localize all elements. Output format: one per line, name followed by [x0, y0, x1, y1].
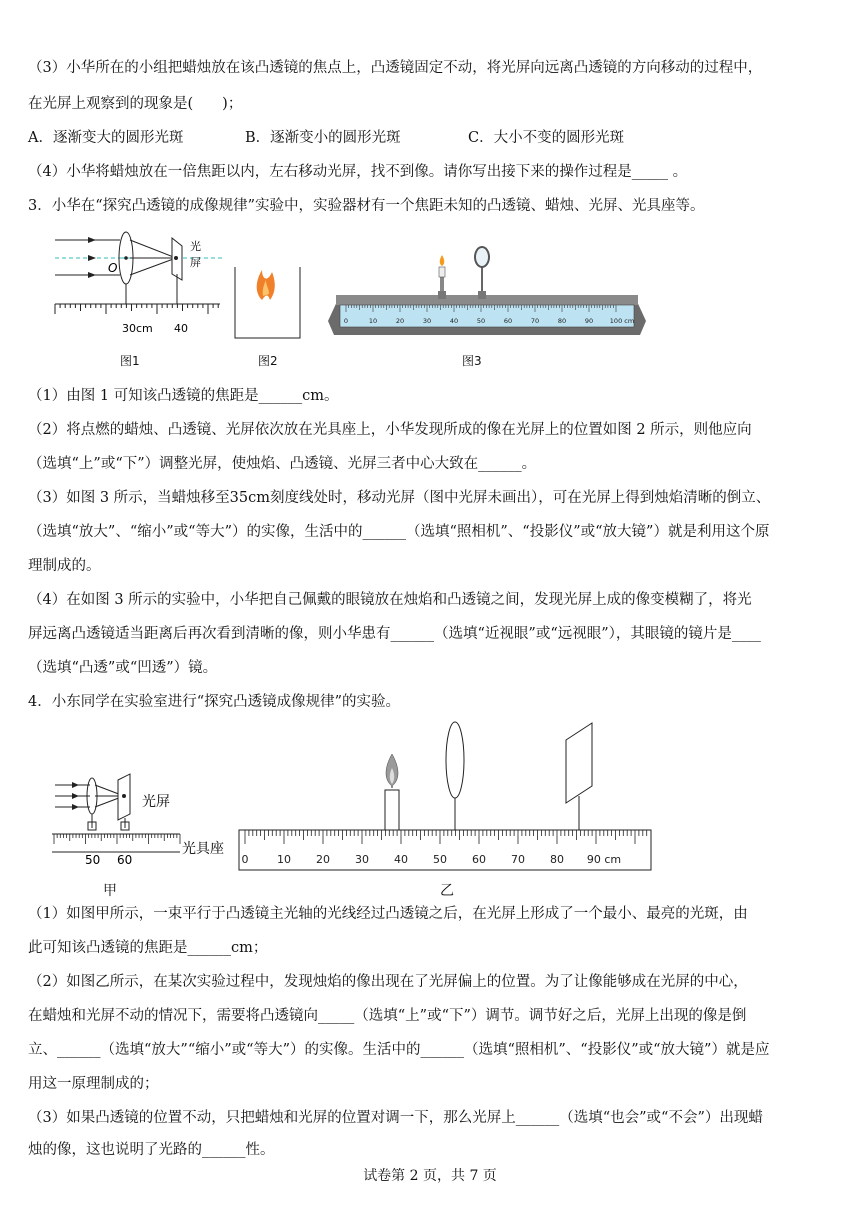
jia-caption: 甲	[103, 883, 117, 899]
candle	[439, 267, 445, 277]
tick-30cm: 30cm	[122, 322, 153, 335]
option-b: B．逐渐变小的圆形光斑	[245, 130, 401, 146]
q3-stem: 3．小华在“探究凸透镜的成像规律”实验中，实验器材有一个焦距未知的凸透镜、蜡烛、光屏、光具座等。	[28, 198, 705, 214]
candle-flame	[440, 255, 445, 266]
scale-label: 20	[395, 317, 405, 325]
q3-part4-line3: （选填“凸透”或“凹透”）镜。	[28, 660, 218, 676]
q3-part2-line1: （2）将点燃的蜡烛、凸透镜、光屏依次放在光具座上，小华发现所成的像在光屏上的位置如图 2 所示，则他应向	[28, 422, 752, 438]
tick-50: 50	[85, 853, 101, 867]
q4-part2-line3: 立、______（选填“放大”“缩小”或“等大”）的实像。生活中的______（选填“照相机”、“投影仪”或“放大镜”）就是应	[28, 1042, 770, 1058]
q4-part2-line1: （2）如图乙所示，在某次实验过程中，发现烛焰的像出现在了光屏偏上的位置。为了让像能够成在光屏的中心，	[28, 974, 748, 990]
scale-label: 90	[584, 317, 594, 325]
scale-label: 50	[476, 317, 486, 325]
bench-label: 光具座	[182, 841, 224, 857]
ruler-label: 60	[472, 853, 486, 866]
scale-label: 70	[530, 317, 540, 325]
ruler-label: 0	[241, 853, 249, 866]
q4-part2-line2: 在蜡烛和光屏不动的情况下，需要将凸透镜向_____（选填“上”或“下”）调节。调节好之后，光屏上出现的像是倒	[28, 1008, 747, 1024]
q2-part4: （4）小华将蜡烛放在一倍焦距以内，左右移动光屏，找不到像。请你写出接下来的操作过程是_____ 。	[28, 164, 688, 180]
tick-60: 60	[117, 853, 133, 867]
ruler-label: 30	[355, 853, 369, 866]
q4-part2-line4: 用这一原理制成的；	[28, 1076, 159, 1092]
candle	[385, 790, 399, 830]
q3-part3-line1: （3）如图 3 所示，当蜡烛移至35cm刻度线处时，移动光屏（图中光屏未画出），可在光屏上得到烛焰清晰的倒立、	[28, 490, 771, 506]
ruler-label: 90 cm	[586, 853, 622, 866]
q4-figure-yi-optical-bench	[236, 718, 656, 878]
lens	[475, 247, 489, 267]
tick-40: 40	[174, 322, 188, 335]
q4-figure-jia	[50, 770, 240, 875]
fig3-caption: 图3	[462, 354, 482, 368]
page-footer: 试卷第 2 页，共 7 页	[363, 1168, 497, 1184]
screen-label-1: 光	[190, 240, 201, 253]
lens	[446, 722, 464, 798]
q3-part3-line3: 理制成的。	[28, 558, 101, 574]
option-a: A．逐渐变大的圆形光斑	[28, 130, 184, 146]
screen-label-2: 屏	[190, 256, 201, 269]
option-c: C．大小不变的圆形光斑	[468, 130, 625, 146]
q4-stem: 4．小东同学在实验室进行“探究凸透镜成像规律”的实验。	[28, 694, 401, 710]
ruler-label: 10	[277, 853, 291, 866]
q3-part3-line2: （选填“放大”、“缩小”或“等大”）的实像，生活中的______（选填“照相机”、“投影仪”或“放大镜”）就是利用这个原	[28, 524, 770, 540]
ruler-label: 20	[316, 853, 330, 866]
q4-part3-line1: （3）如果凸透镜的位置不动，只把蜡烛和光屏的位置对调一下，那么光屏上______（选填“也会”或“不会”）出现蜡	[28, 1110, 763, 1126]
fig2-caption: 图2	[258, 354, 278, 368]
q4-part3-line2: 烛的像，这也说明了光路的______性。	[28, 1142, 275, 1158]
q3-part4-line1: （4）在如图 3 所示的实验中，小华把自己佩戴的眼镜放在烛焰和凸透镜之间，发现光屏上成的像变模糊了，将光	[28, 592, 752, 608]
scale-label: 60	[503, 317, 513, 325]
q4-part1-line1: （1）如图甲所示，一束平行于凸透镜主光轴的光线经过凸透镜之后，在光屏上形成了一个最小、最亮的光斑，由	[28, 906, 748, 922]
scale-label: 100 cm	[609, 317, 635, 325]
ruler-label: 50	[433, 853, 447, 866]
q2-part3-line2: 在光屏上观察到的现象是( )；	[28, 96, 243, 112]
scale-label: 30	[422, 317, 432, 325]
screen	[566, 723, 592, 803]
q3-part2-line2: （选填“上”或“下”）调整光屏，使烛焰、凸透镜、光屏三者中心大致在______。	[28, 456, 537, 472]
jia-screen-label: 光屏	[142, 794, 170, 810]
q3-figure-3-optical-bench	[322, 245, 652, 340]
q2-options	[28, 128, 820, 148]
ruler-label: 40	[394, 853, 408, 866]
scale-label: 0	[343, 317, 349, 325]
ruler-label: 70	[511, 853, 525, 866]
fig1-caption: 图1	[120, 354, 140, 368]
q4-part1-line2: 此可知该凸透镜的焦距是______cm；	[28, 940, 268, 956]
ruler-label: 80	[550, 853, 564, 866]
q3-figure-2	[232, 262, 307, 342]
q3-part1: （1）由图 1 可知该凸透镜的焦距是______cm。	[28, 388, 339, 404]
yi-caption: 乙	[440, 883, 454, 899]
scale-label: 40	[449, 317, 459, 325]
q2-part3-line1: （3）小华所在的小组把蜡烛放在该凸透镜的焦点上，凸透镜固定不动，将光屏向远离凸透镜的方向移动的过程中，	[28, 60, 763, 76]
q3-figure-1	[50, 228, 225, 338]
scale-label: 80	[557, 317, 567, 325]
origin-label: O	[108, 261, 118, 275]
q3-part4-line2: 屏远离凸透镜适当距离后再次看到清晰的像，则小华患有______（选填“近视眼”或“远视眼”），其眼镜的镜片是____	[28, 626, 761, 642]
scale-label: 10	[368, 317, 378, 325]
